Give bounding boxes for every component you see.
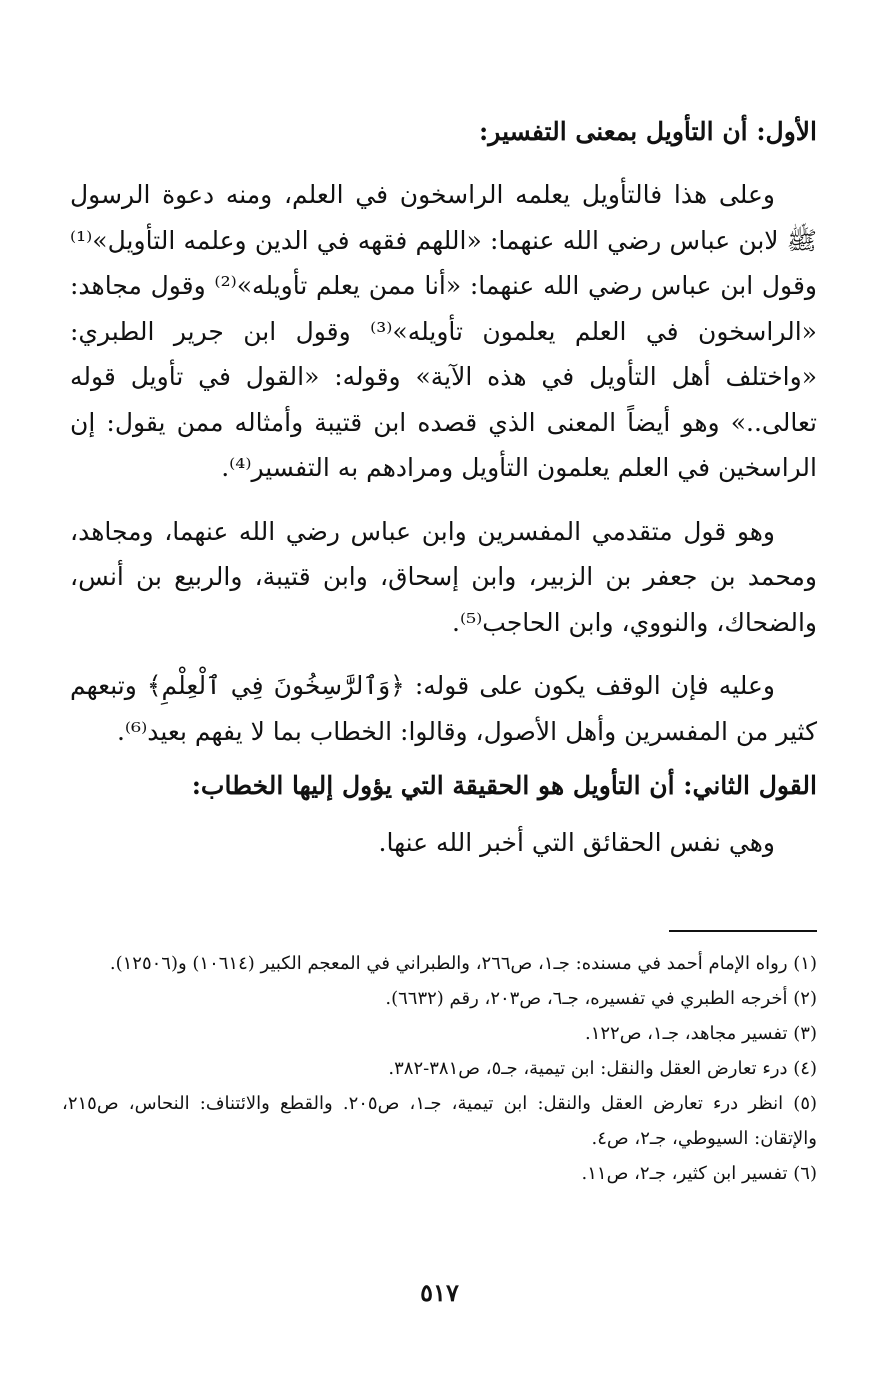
paragraph-3: وعليه فإن الوقف يكون على قوله: ﴿وَٱلرَّٰسِخُونَ فِي ٱلْعِلْمِ﴾ وتبعهم كثير من المفسرين وأهل الأصول، وقالوا: الخطاب بما لا يفهم بعيد⁽⁶⁾. bbox=[70, 671, 817, 746]
footnote-6: (٦) تفسير ابن كثير، جـ٢، ص١١. bbox=[581, 1163, 817, 1184]
paragraph-4: وهي نفس الحقائق التي أخبر الله عنها. bbox=[378, 828, 775, 857]
footnotes bbox=[62, 946, 817, 1191]
footnote-1: (١) رواه الإمام أحمد في مسنده: جـ١، ص٢٦٦، والطبراني في المعجم الكبير (١٠٦١٤) و(١٢٥٠٦). bbox=[109, 953, 817, 974]
paragraph-2: وهو قول متقدمي المفسرين وابن عباس رضي الله عنهما، ومجاهد، ومحمد بن جعفر بن الزبير، وابن إسحاق، وابن قتيبة، والربيع بن أنس، والضحاك، والنووي، وابن الحاجب⁽⁵⁾. bbox=[70, 516, 817, 637]
footnote-3: (٣) تفسير مجاهد، جـ١، ص١٢٢. bbox=[584, 1023, 817, 1044]
main-text bbox=[70, 100, 817, 866]
paragraph-1: وعلى هذا فالتأويل يعلمه الراسخون في العلم، ومنه دعوة الرسول ﷺ لابن عباس رضي الله عنهما: «اللهم فقهه في الدين وعلمه التأويل»⁽¹⁾ وقول ابن عباس رضي الله عنهما: «أنا ممن يعلم تأويله»⁽²⁾ وقول مجاهد: «الراسخون في العلم يعلمون تأويله»⁽³⁾ وقول ابن جرير الطبري: «واختلف أهل التأويل في هذه الآية» وقوله: «القول في تأويل قوله تعالى..» وهو أيضاً المعنى الذي قصده ابن قتيبة وأمثاله ممن يقول: إن الراسخين في العلم يعلمون التأويل ومرادهم به التفسير⁽⁴⁾. bbox=[70, 180, 817, 482]
section-heading-first: الأول: أن التأويل بمعنى التفسير: bbox=[479, 117, 817, 146]
page-number: ٥١٧ bbox=[420, 1278, 459, 1307]
section-heading-second: القول الثاني: أن التأويل هو الحقيقة التي يؤول إليها الخطاب: bbox=[191, 771, 817, 800]
footnote-2: (٢) أخرجه الطبري في تفسيره، جـ٦، ص٢٠٣، رقم (٦٦٣٢). bbox=[385, 988, 817, 1009]
footnote-divider bbox=[669, 930, 817, 932]
footnote-5: (٥) انظر درء تعارض العقل والنقل: ابن تيمية، جـ١، ص٢٠٥. والقطع والائتناف: النحاس، ص٢١٥، والإتقان: السيوطي، جـ٢، ص٤. bbox=[62, 1093, 818, 1149]
footnote-4: (٤) درء تعارض العقل والنقل: ابن تيمية، جـ٥، ص٣٨١-٣٨٢. bbox=[388, 1058, 817, 1079]
